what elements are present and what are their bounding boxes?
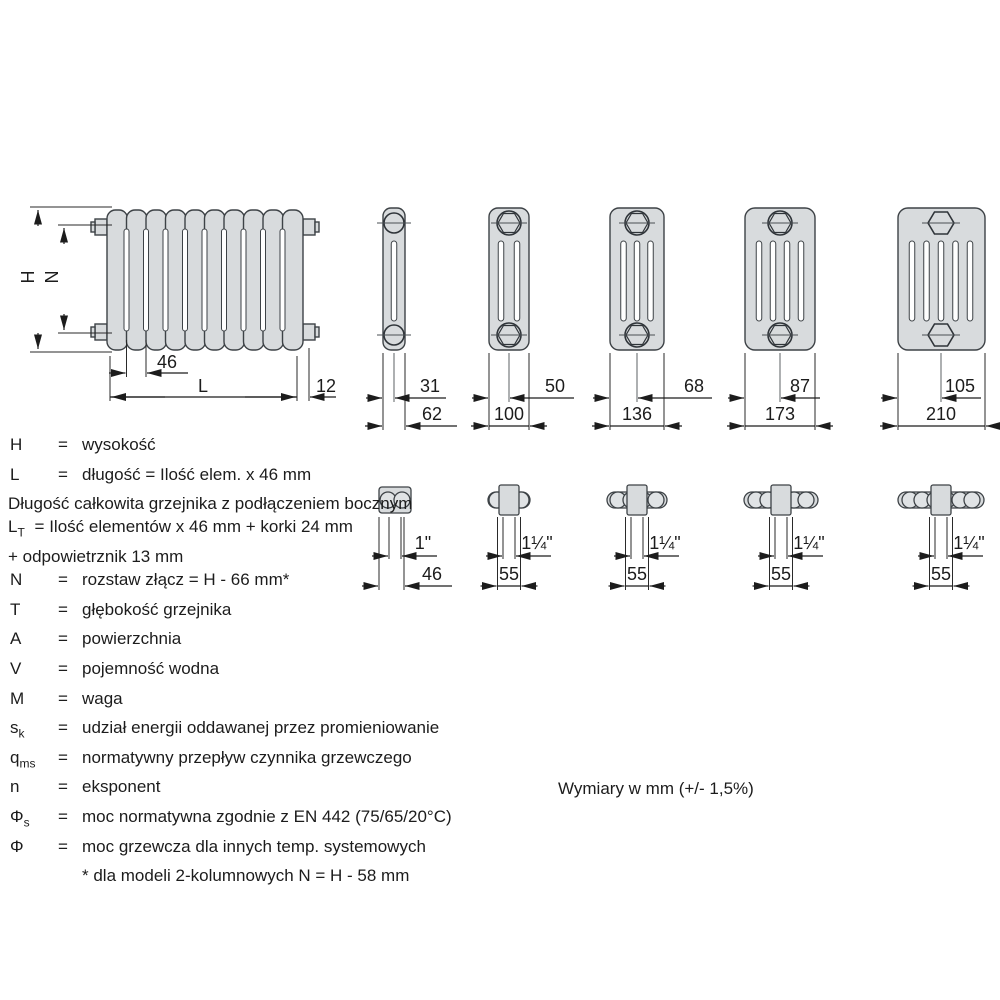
cross-section-3col bbox=[471, 208, 574, 430]
legend-symbol: H bbox=[10, 435, 23, 454]
thread-label-5col: 1¼" bbox=[793, 533, 825, 553]
legend-row-phi bbox=[8, 835, 553, 865]
legend-equals: = bbox=[58, 836, 68, 856]
legend-equals: = bbox=[58, 629, 68, 649]
legend-equals: = bbox=[58, 688, 68, 708]
legend-symbol: $q_{ms}$ bbox=[10, 747, 36, 771]
depth-label-6col: 210 bbox=[925, 404, 957, 424]
legend-equals: = bbox=[58, 435, 68, 454]
legend-text: moc grzewcza dla innych temp. systemowych bbox=[82, 836, 426, 856]
cross-section-6col bbox=[880, 208, 999, 430]
end-offset-label: 12 bbox=[315, 376, 337, 396]
element-width-label-4col: 55 bbox=[626, 564, 648, 584]
cross-section-2col bbox=[365, 208, 457, 430]
thread-label-2col: 1" bbox=[414, 533, 432, 553]
top-view-4col bbox=[607, 485, 681, 590]
legend-equals: = bbox=[58, 718, 68, 738]
element-width-label-2col: 46 bbox=[421, 564, 443, 584]
legend-symbol: M bbox=[10, 688, 25, 708]
legend-row-V bbox=[8, 657, 553, 687]
legend-equals: = bbox=[58, 658, 68, 678]
legend-row-n bbox=[8, 775, 553, 805]
legend-symbol: n bbox=[10, 777, 20, 797]
legend-text: eksponent bbox=[82, 777, 161, 797]
depth-label-2col: 62 bbox=[421, 404, 443, 424]
half-depth-label-4col: 68 bbox=[683, 376, 705, 396]
legend-equals: = bbox=[58, 747, 68, 767]
cross-section-4col bbox=[592, 208, 712, 430]
thread-label-6col: 1¼" bbox=[953, 533, 985, 553]
legend-row-A bbox=[8, 627, 553, 657]
legend-row-M bbox=[8, 687, 553, 717]
legend-symbol: T bbox=[10, 599, 21, 619]
dimensions-note: Wymiary w mm (+/- 1,5%) bbox=[558, 779, 754, 798]
front-view-radiator bbox=[91, 210, 319, 350]
height-dim-label: H bbox=[17, 270, 37, 284]
legend-row-L bbox=[8, 463, 553, 493]
legend-symbol: N bbox=[10, 570, 23, 590]
legend-symbol: $L_T$ bbox=[8, 517, 25, 540]
half-depth-label-2col: 31 bbox=[419, 376, 441, 396]
legend-row-phi-s bbox=[8, 805, 553, 835]
legend-text: udział energii oddawanej przez promieniowanie bbox=[82, 718, 440, 738]
legend bbox=[8, 433, 553, 887]
legend-symbol: L bbox=[10, 464, 20, 484]
element-width-label-3col: 55 bbox=[498, 564, 520, 584]
depth-label-4col: 136 bbox=[621, 404, 653, 424]
half-depth-label-5col: 87 bbox=[789, 376, 811, 396]
length-dim-label: L bbox=[197, 376, 209, 396]
legend-text: = Ilość elementów x 46 mm + korki 24 mm bbox=[34, 517, 353, 537]
legend-equals: = bbox=[58, 464, 68, 484]
legend-row-qms bbox=[8, 746, 553, 776]
legend-equals: = bbox=[58, 777, 68, 797]
legend-row-T bbox=[8, 598, 553, 628]
legend-text: waga bbox=[82, 688, 123, 708]
legend-text: długość = Ilość elem. x 46 mm bbox=[82, 464, 312, 484]
thread-label-3col: 1¼" bbox=[521, 533, 553, 553]
legend-symbol: $\Phi_s$ bbox=[10, 806, 30, 830]
legend-text: głębokość grzejnika bbox=[82, 599, 232, 619]
legend-text: moc normatywna zgodnie z EN 442 (75/65/20°C) bbox=[82, 806, 452, 826]
element-pitch-label: 46 bbox=[156, 352, 178, 372]
depth-label-3col: 100 bbox=[493, 404, 525, 424]
half-depth-label-3col: 50 bbox=[544, 376, 566, 396]
legend-equals: = bbox=[58, 570, 68, 590]
legend-row-sk bbox=[8, 716, 553, 746]
element-width-label-5col: 55 bbox=[770, 564, 792, 584]
legend-text: rozstaw złącz = H - 66 mm* bbox=[82, 570, 290, 590]
legend-row-total-length bbox=[8, 492, 553, 515]
cross-section-5col bbox=[727, 208, 833, 430]
legend-footnote bbox=[8, 864, 553, 887]
nipple-spacing-dim-label: N bbox=[41, 270, 61, 284]
top-view-6col bbox=[898, 485, 985, 590]
legend-text: normatywny przepływ czynnika grzewczego bbox=[82, 747, 412, 767]
legend-row-air-vent bbox=[8, 545, 553, 568]
legend-text: wysokość bbox=[82, 435, 156, 454]
legend-row-H bbox=[8, 433, 553, 463]
legend-symbol: $s_k$ bbox=[10, 718, 25, 741]
legend-text: Długość całkowita grzejnika z podłączeniem bocznym bbox=[8, 494, 413, 514]
legend-symbol: Φ bbox=[10, 836, 24, 856]
legend-text: + odpowietrznik 13 mm bbox=[8, 546, 184, 566]
legend-text: powierzchnia bbox=[82, 629, 182, 649]
legend-equals: = bbox=[58, 806, 68, 826]
legend-symbol: A bbox=[10, 629, 22, 649]
legend-equals: = bbox=[58, 599, 68, 619]
depth-label-5col: 173 bbox=[764, 404, 796, 424]
legend-symbol: V bbox=[10, 658, 22, 678]
legend-row-N bbox=[8, 568, 553, 598]
element-width-label-6col: 55 bbox=[930, 564, 952, 584]
top-view-5col bbox=[744, 485, 825, 590]
half-depth-label-6col: 105 bbox=[944, 376, 976, 396]
legend-row-LT bbox=[8, 515, 553, 545]
legend-text: pojemność wodna bbox=[82, 658, 220, 678]
thread-label-4col: 1¼" bbox=[649, 533, 681, 553]
legend-text: * dla modeli 2-kolumnowych N = H - 58 mm bbox=[82, 866, 410, 886]
